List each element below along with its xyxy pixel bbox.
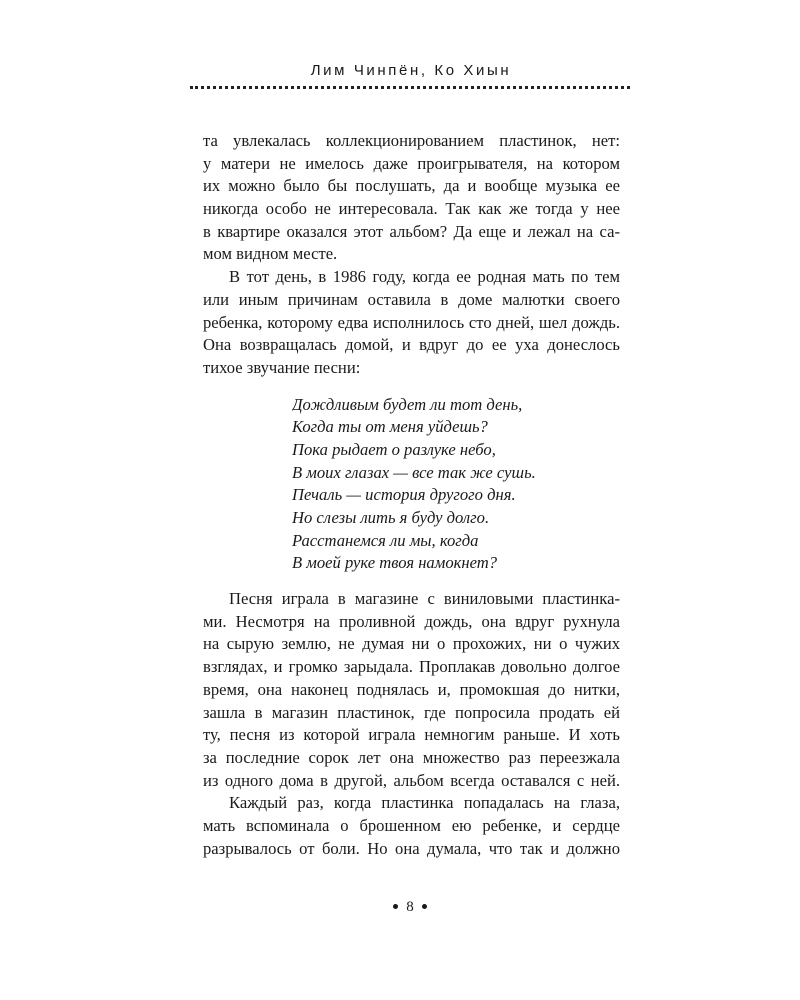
text-line: та увлекалась коллекционированием пластинок, нет: xyxy=(203,131,620,150)
poem-line: Печаль — история другого дня. xyxy=(292,485,516,505)
poem-verse xyxy=(292,394,620,576)
poem-line: Когда ты от меня уйдешь? xyxy=(292,417,488,437)
text-line: зашла в магазин пластинок, где попросила продать ей xyxy=(203,702,620,722)
text-line: их можно было бы послушать, да и вообще музыка ее xyxy=(203,176,620,196)
text-line: или иным причинам оставила в доме малютки своего xyxy=(203,289,620,309)
text-line: Каждый раз, когда пластинка попадалась на глаза, xyxy=(229,793,620,813)
paragraph-1 xyxy=(203,130,620,266)
header-dotted-rule xyxy=(190,86,630,89)
text-line: в квартире оказался этот альбом? Да еще и лежал на са- xyxy=(203,221,620,241)
text-line: Песня играла в магазине с виниловыми пластинка- xyxy=(229,589,620,609)
text-line: из одного дома в другой, альбом всегда оставался с ней. xyxy=(203,770,620,790)
page-number-footer xyxy=(360,899,460,916)
paragraph-4 xyxy=(203,792,620,860)
text-line: на сырую землю, не думая ни о прохожих, ни о чужих xyxy=(203,634,620,654)
text-line: время, она наконец поднялась и, промокшая до нитки, xyxy=(203,679,620,699)
text-line: ребенка, которому едва исполнилось сто дней, шел дождь. xyxy=(203,312,620,332)
poem-line: Пока рыдает о разлуке небо, xyxy=(292,439,496,459)
text-line: взглядах, и громко зарыдала. Проплакав довольно долгое xyxy=(203,657,620,677)
running-head: Лим Чинпён, Ко Хиын xyxy=(310,62,512,79)
paragraph-2 xyxy=(203,266,620,379)
text-line: разрывалось от боли. Но она думала, что так и должно xyxy=(203,838,620,858)
text-line: тихое звучание песни: xyxy=(203,357,361,377)
bullet-left-icon xyxy=(393,904,398,909)
poem-line: В моей руке твоя намокнет? xyxy=(292,553,498,573)
poem-line: Но слезы лить я буду долго. xyxy=(292,508,490,527)
text-line: никогда особо не интересовала. Так как же тогда у нее xyxy=(203,199,620,219)
page-number: 8 xyxy=(406,899,414,915)
bullet-right-icon xyxy=(422,904,427,909)
text-line: мать вспоминала о брошенном ею ребенке, и сердце xyxy=(203,815,620,835)
poem-line: Расстанемся ли мы, когда xyxy=(292,530,479,550)
text-line: В тот день, в 1986 году, когда ее родная мать по тем xyxy=(229,267,620,287)
text-line: ту, песня из которой играла немногим раньше. И хоть xyxy=(203,725,620,745)
text-line: у матери не имелось даже проигрывателя, на котором xyxy=(203,153,620,173)
paragraph-3 xyxy=(203,588,620,792)
text-line: за последние сорок лет она множество раз переезжала xyxy=(203,747,620,767)
poem-line: Дождливым будет ли тот день, xyxy=(292,394,523,414)
text-line: мом видном месте. xyxy=(203,244,338,264)
poem-line: В моих глазах — все так же сушь. xyxy=(292,462,536,482)
body-text xyxy=(203,130,620,860)
text-line: ми. Несмотря на проливной дождь, она вдруг рухнула xyxy=(203,611,620,631)
text-line: Она возвращалась домой, и вдруг до ее уха донеслось xyxy=(203,335,620,355)
